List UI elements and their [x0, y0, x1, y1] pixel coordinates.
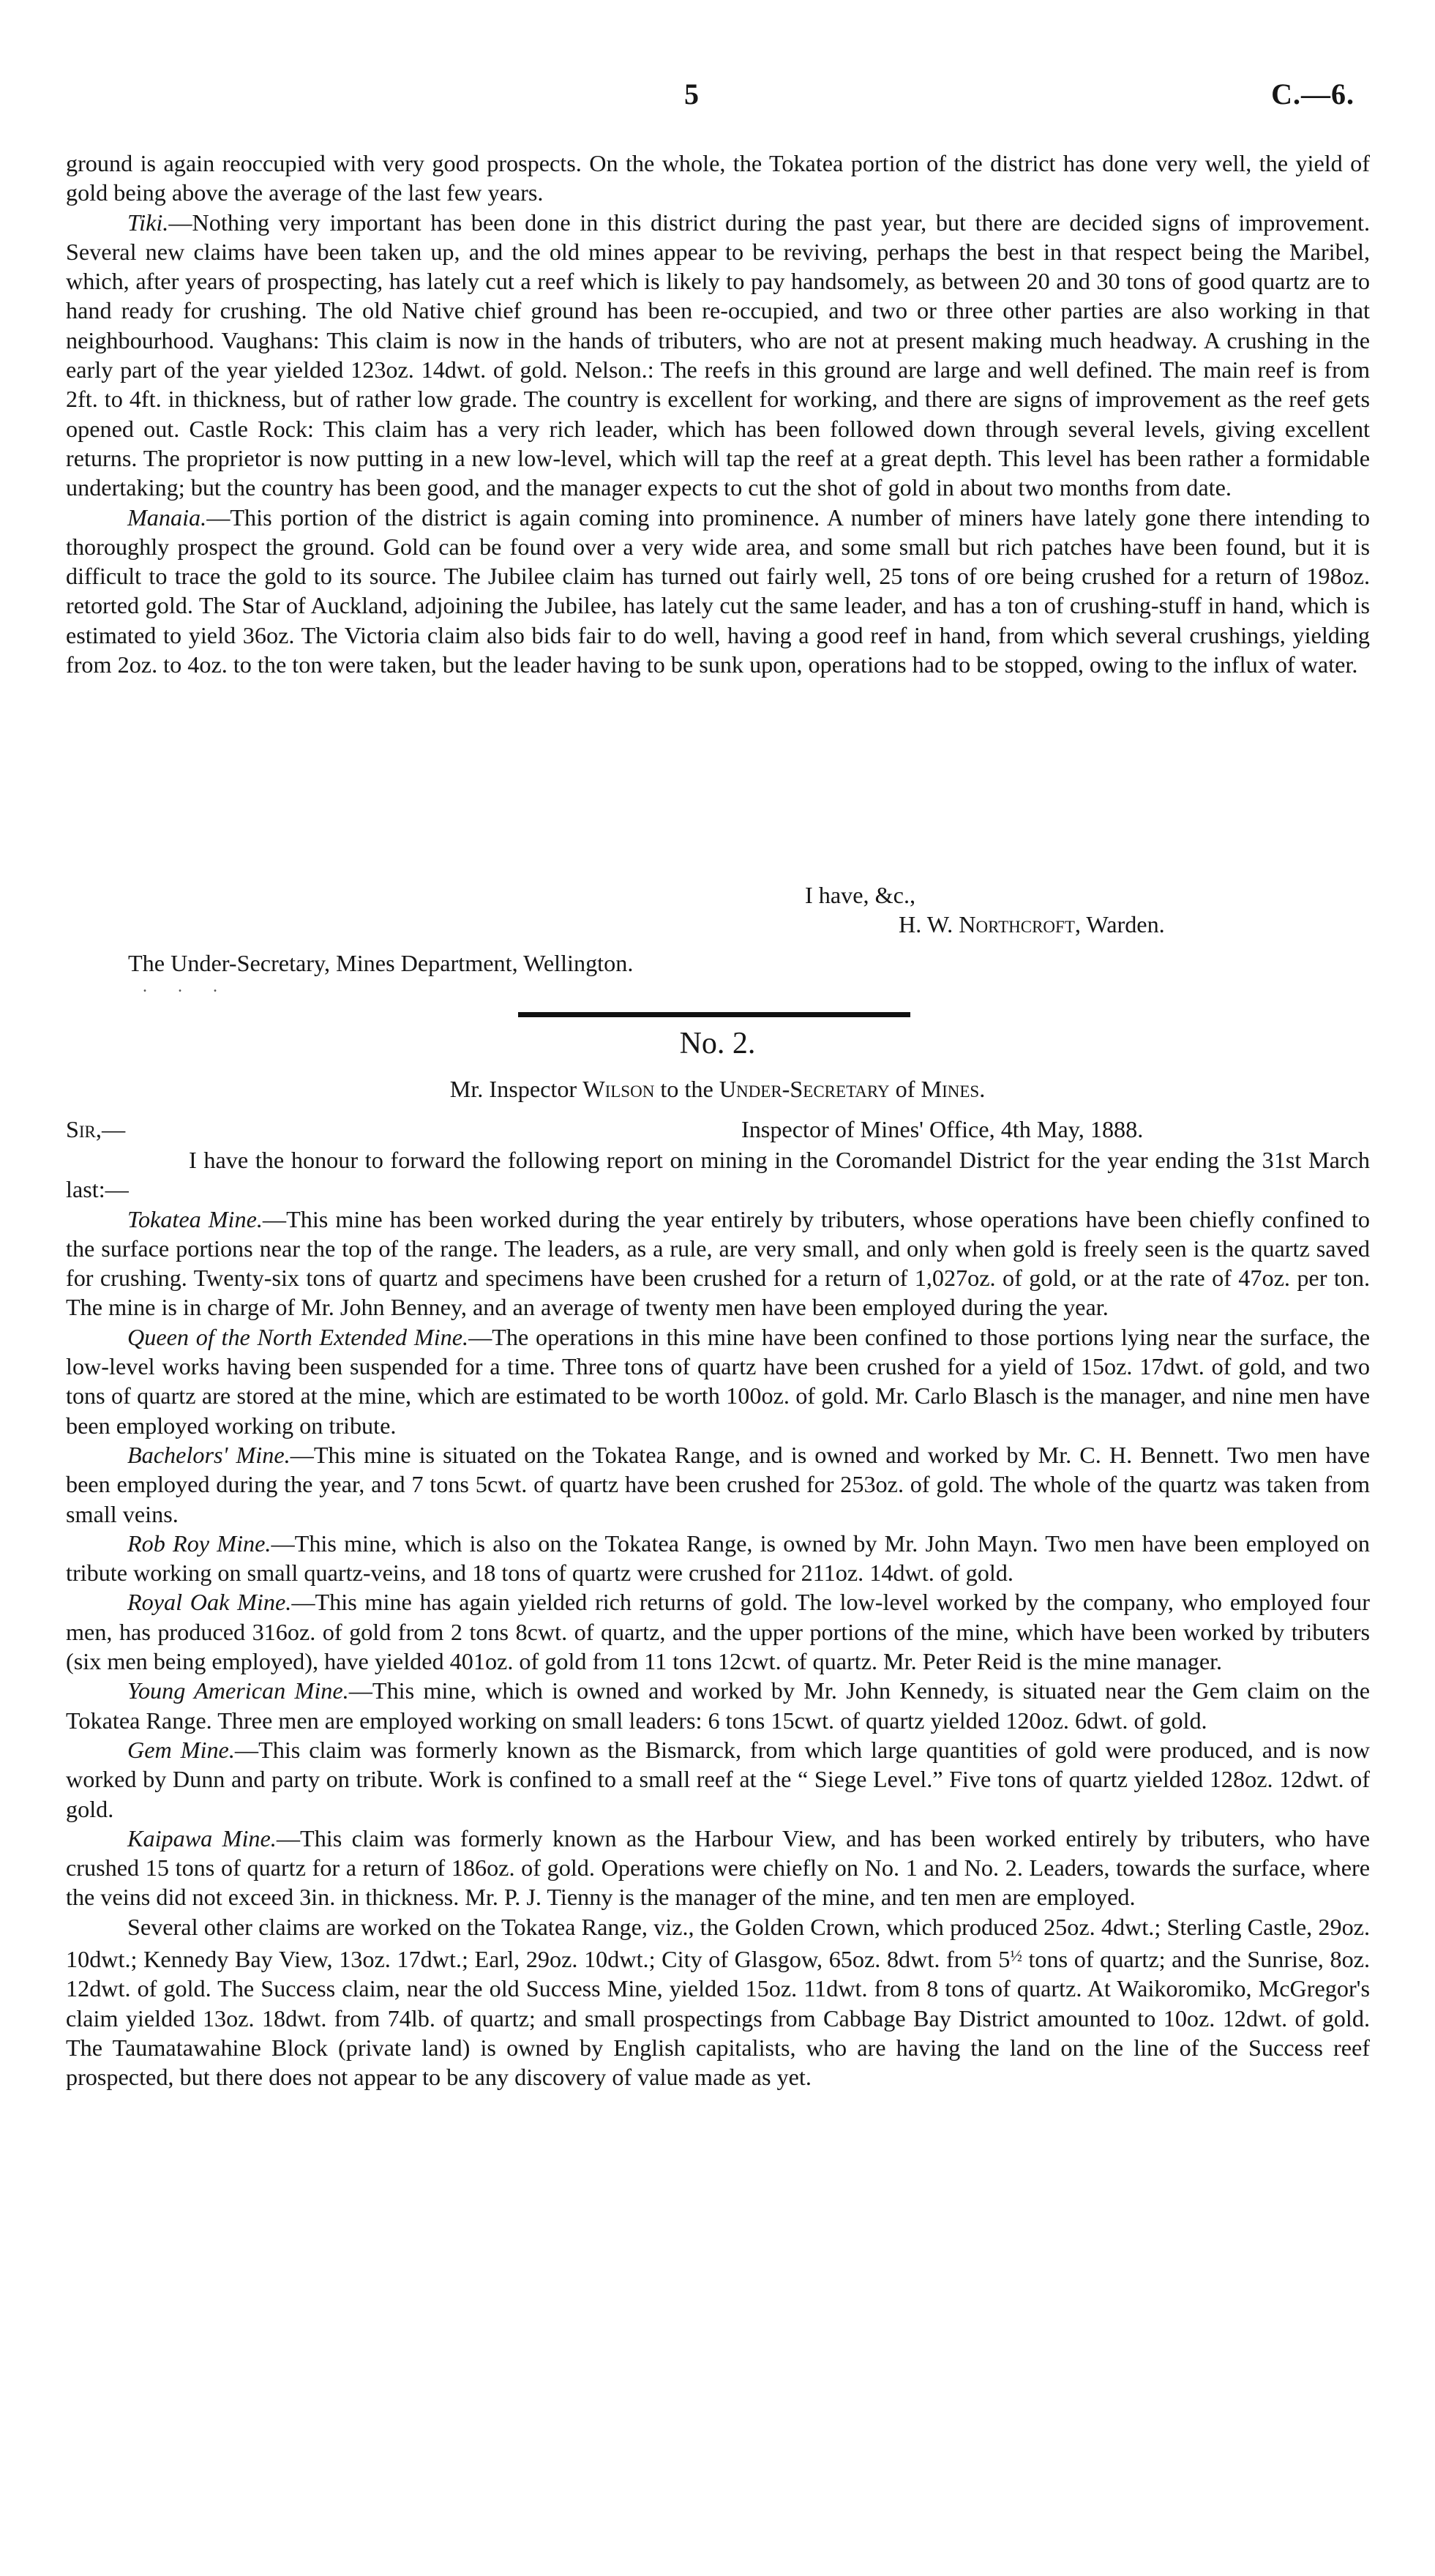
- paragraph-intro: I have the honour to forward the following report on mining in the Coromandel District for the year ending the 31st March last:—: [66, 1147, 1370, 1203]
- mine-title: Kaipawa Mine.: [127, 1824, 277, 1852]
- signature-line: [899, 911, 1165, 938]
- section-title-tiki: Tiki.: [127, 209, 169, 236]
- signatory-title: , Warden.: [1074, 911, 1165, 937]
- section-divider: [518, 1012, 910, 1017]
- mine-text: —This claim was formerly known as the Bismarck, from which large quantities of gold were produced, and is now worked by Dunn and party on tribute. Work is confined to a small reef at the “ Siege Level.” Five tons of quartz yielded 128oz. 12dwt. of gold.: [66, 1736, 1370, 1822]
- mine-title: Gem Mine.: [127, 1736, 235, 1763]
- paragraph-mine: [66, 1529, 1370, 1588]
- closing-regards: I have, &c.,: [805, 882, 916, 908]
- paragraph-tiki: [66, 208, 1370, 503]
- paragraph-mine: [66, 1676, 1370, 1735]
- paragraph-tokatea-continued: ground is again reoccupied with very good prospects. On the whole, the Tokatea portion of the district has done very well, the yield of gold being above the average of the last few years.: [66, 150, 1370, 206]
- signatory-initials: H. W.: [899, 911, 953, 937]
- mine-text: —This claim was formerly known as the Harbour View, and has been worked entirely by tributers, who have crushed 15 tons of quartz for a return of 186oz. of gold. Operations were chiefly on No. 1 and No. 2. Leaders, towards the surface, where the veins did not exceed 3in. in thickness. Mr. P. J. Tienny is the manager of the mine, and ten men are employed.: [66, 1824, 1370, 1911]
- page-header: [0, 77, 1435, 121]
- mine-title: Queen of the North Extended Mine.: [127, 1323, 469, 1350]
- mine-text: —This mine has been worked during the year entirely by tributers, whose operations have been chiefly confined to the surface portions near the top of the range. The leaders, as a rule, are very small, and only when gold is freely seen is the quartz saved for crushing. Twenty-six tons of quartz and specimens have been crushed for a return of 1,027oz. of gold, or at the rate of 47oz. per ton. The mine is in charge of Mr. John Benney, and an average of twenty men have been employed during the year.: [66, 1205, 1370, 1321]
- paragraph-mine: [66, 1205, 1370, 1322]
- letter-number-heading: No. 2.: [679, 1027, 756, 1060]
- fraction-half: ½: [1010, 1947, 1022, 1966]
- from-prefix: Mr. Inspector: [449, 1076, 577, 1102]
- paragraph-mine: [66, 1587, 1370, 1676]
- paragraph-text-tiki: —Nothing very important has been done in this district during the past year, but there are decided signs of improvement. Several new claims have been taken up, and the old mines appear to be reviving, perhaps the best in that respect being the Maribel, which, after years of prospecting, has lately cut a reef which is likely to pay handsomely, as between 20 and 30 tons of good quartz are to hand ready for crushing. The old Native chief ground has been re-occupied, and two or three other parties are also working in that neighbourhood. Vaughans: This claim is now in the hands of tributers, who are not at present making much headway. A crushing in the early part of the year yielded 123oz. 14dwt. of gold. Nelson.: The reefs in this ground are large and well defined. The main reef is from 2ft. to 4ft. in thickness, but of rather low grade. The country is excellent for working, and there are signs of improvement as the reef gets opened out. Castle Rock: This claim has a very rich leader, which has been followed down through several levels, giving excellent returns. The proprietor is now putting in a new low-level, which will tap the reef at a great depth. This level has been rather a formidable undertaking; but the country has been good, and the manager expects to cut the shot of gold in about two months from date.: [66, 209, 1370, 501]
- mines-word: Mines.: [921, 1076, 986, 1102]
- page-number: 5: [684, 78, 699, 111]
- of-word: of: [895, 1076, 915, 1102]
- letter-1-body: [66, 149, 1370, 679]
- mine-title: Tokatea Mine.: [127, 1205, 263, 1232]
- paragraph-mine: [66, 1824, 1370, 1912]
- paragraph-text-manaia: —This portion of the district is again coming into prominence. A number of miners have lately gone there intending to thoroughly prospect the ground. Gold can be found over a very wide area, and some small but rich patches have been found, but it is difficult to trace the gold to its source. The Jubilee claim has turned out fairly well, 25 tons of ore being crushed for a return of 198oz. retorted gold. The Star of Auckland, adjoining the Jubilee, has lately cut the same leader, and has a ton of crushing-stuff in hand, which is estimated to yield 36oz. The Victoria claim also bids fair to do well, having a good reef in hand, from which several crushings, yielding from 2oz. to 4oz. to the ton were taken, but the leader having to be sunk upon, operations had to be stopped, owing to the influx of water.: [66, 503, 1370, 678]
- to-name: Under-Secretary: [719, 1076, 890, 1102]
- dateline: Inspector of Mines' Office, 4th May, 1888.: [741, 1116, 1144, 1142]
- mine-title: Bachelors' Mine.: [127, 1441, 291, 1468]
- mine-text: —This mine, which is also on the Tokatea Range, is owned by Mr. John Mayn. Two men have been employed on tribute working on small quartz-veins, and 18 tons of quartz were crushed for 211oz. 14dwt. of gold.: [66, 1530, 1370, 1587]
- mine-title: Royal Oak Mine.: [127, 1589, 292, 1616]
- addressee: The Under-Secretary, Mines Department, Wellington.: [128, 950, 634, 976]
- mine-text: —This mine, which is owned and worked by Mr. John Kennedy, is situated near the Gem claim on the Tokatea Range. Three men are employed working on small leaders: 6 tons 15cwt. of quartz yielded 120oz. 6dwt. of gold.: [66, 1677, 1370, 1734]
- signatory-name: Northcroft: [959, 911, 1075, 937]
- letter-subheading: [0, 1076, 1435, 1103]
- section-title-manaia: Manaia.: [127, 503, 207, 531]
- salutation: Sir,—: [66, 1116, 126, 1142]
- paragraph-mine: [66, 1322, 1370, 1440]
- letter-2-body: [66, 1145, 1370, 2092]
- mine-text: —This mine is situated on the Tokatea Range, and is owned and worked by Mr. C. H. Bennett. Two men have been employed during the year, and 7 tons 5cwt. of quartz have been crushed for 253oz. of gold. The whole of the quartz was taken from small veins.: [66, 1441, 1370, 1527]
- mine-text: —The operations in this mine have been confined to those portions lying near the surface, the low-level works having been suspended for a time. Three tons of quartz have been crushed for a yield of 15oz. 17dwt. of gold, and two tons of quartz are stored at the mine, which are estimated to be worth 100oz. of gold. Mr. Carlo Blasch is the manager, and nine men have been employed working on tribute.: [66, 1323, 1371, 1439]
- from-name: Wilson: [582, 1076, 655, 1102]
- to-word: to the: [660, 1076, 713, 1102]
- mine-title: Young American Mine.: [127, 1677, 349, 1704]
- paragraph-other-claims: [66, 1912, 1370, 2092]
- paragraph-mine: [66, 1440, 1370, 1529]
- decorative-dots: . . .: [143, 977, 231, 996]
- mine-text: —This mine has again yielded rich returns of gold. The low-level worked by the company, who employed four men, has produced 316oz. of gold from 2 tons 8cwt. of quartz, and the upper portions of the mine, which have been worked by tributers (six men being employed), have yielded 401oz. of gold from 11 tons 12cwt. of quartz. Mr. Peter Reid is the mine manager.: [66, 1589, 1370, 1675]
- paragraph-manaia: [66, 503, 1370, 680]
- other-claims-text-1: Several other claims are worked on the Tokatea Range, viz., the Golden Crown, which produced 25oz. 4dwt.; Sterling Castle, 29oz. 10dwt.; Kennedy Bay View, 13oz. 17dwt.; Earl, 29oz. 10dwt.; City of Glasgow, 65oz. 8dwt. from 5: [66, 1913, 1370, 1973]
- other-claims-text-2: tons of quartz; and the Sunrise, 8oz. 12dwt. of gold. The Success claim, near the old Success Mine, yielded 15oz. 11dwt. from 8 tons of quartz. At Waikoromiko, McGregor's claim yielded 13oz. 18dwt. from 74lb. of quartz; and small prospectings from Cabbage Bay District amounted to 10oz. 12dwt. of gold. The Taumatawahine Block (private land) is owned by English capitalists, who are having the land on the line of the Success reef prospected, but there does not appear to be any discovery of value made as yet.: [66, 1946, 1371, 2091]
- paragraph-mine: [66, 1735, 1370, 1824]
- document-code: C.—6.: [1271, 78, 1355, 111]
- mine-title: Rob Roy Mine.: [127, 1530, 271, 1557]
